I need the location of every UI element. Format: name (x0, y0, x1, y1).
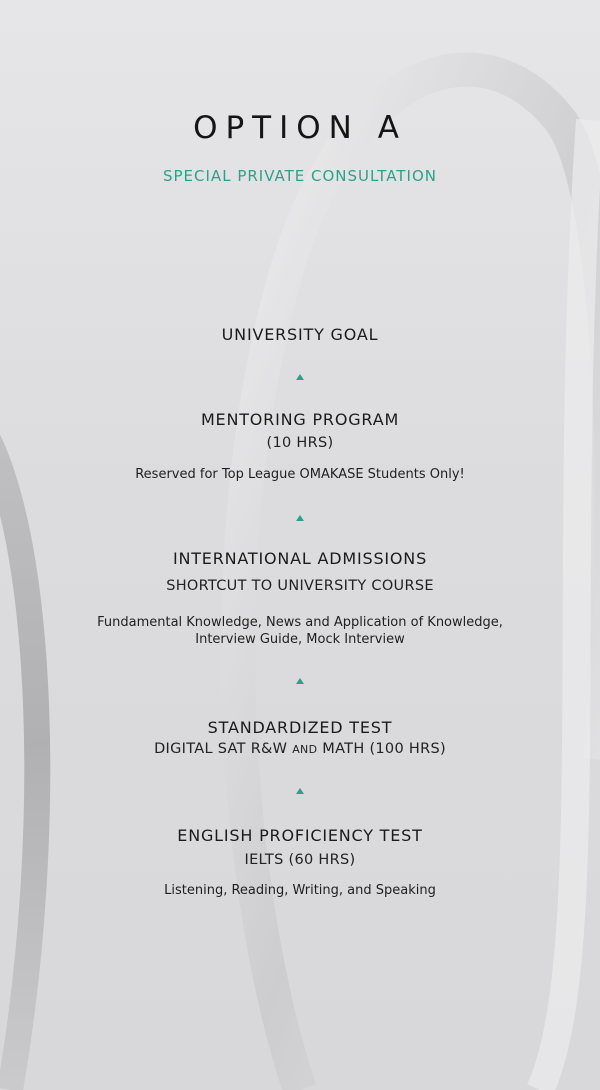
arrow-up-icon (296, 678, 304, 684)
mentoring-program-heading: MENTORING PROGRAM (200, 410, 400, 429)
international-admissions-course: SHORTCUT TO UNIVERSITY COURSE (166, 578, 434, 594)
english-proficiency-detail: IELTS (60 HRS) (244, 852, 356, 868)
mentoring-program-hours: (10 HRS) (266, 435, 334, 451)
sat-detail-part1: DIGITAL SAT R&W (154, 741, 288, 757)
english-proficiency-skills: Listening, Reading, Writing, and Speaking (164, 883, 436, 898)
mentoring-program-note: Reserved for Top League OMAKASE Students Only! (135, 467, 465, 482)
international-admissions-desc-line2: Interview Guide, Mock Interview (195, 632, 405, 647)
sat-detail-part2: MATH (100 HRS) (322, 741, 446, 757)
arrow-up-icon (296, 788, 304, 794)
page-title: OPTION A (193, 110, 407, 146)
international-admissions-heading: INTERNATIONAL ADMISSIONS (172, 549, 428, 568)
standardized-test-heading: STANDARDIZED TEST (207, 718, 393, 737)
international-admissions-desc-line1: Fundamental Knowledge, News and Application of Knowledge, (97, 615, 503, 630)
arrow-up-icon (296, 515, 304, 521)
standardized-test-detail (0, 741, 600, 757)
arrow-up-icon (296, 374, 304, 380)
sat-detail-and: AND (292, 743, 318, 756)
english-proficiency-heading: ENGLISH PROFICIENCY TEST (177, 826, 423, 845)
university-goal-heading: UNIVERSITY GOAL (221, 325, 379, 344)
page-subtitle: SPECIAL PRIVATE CONSULTATION (162, 167, 438, 185)
